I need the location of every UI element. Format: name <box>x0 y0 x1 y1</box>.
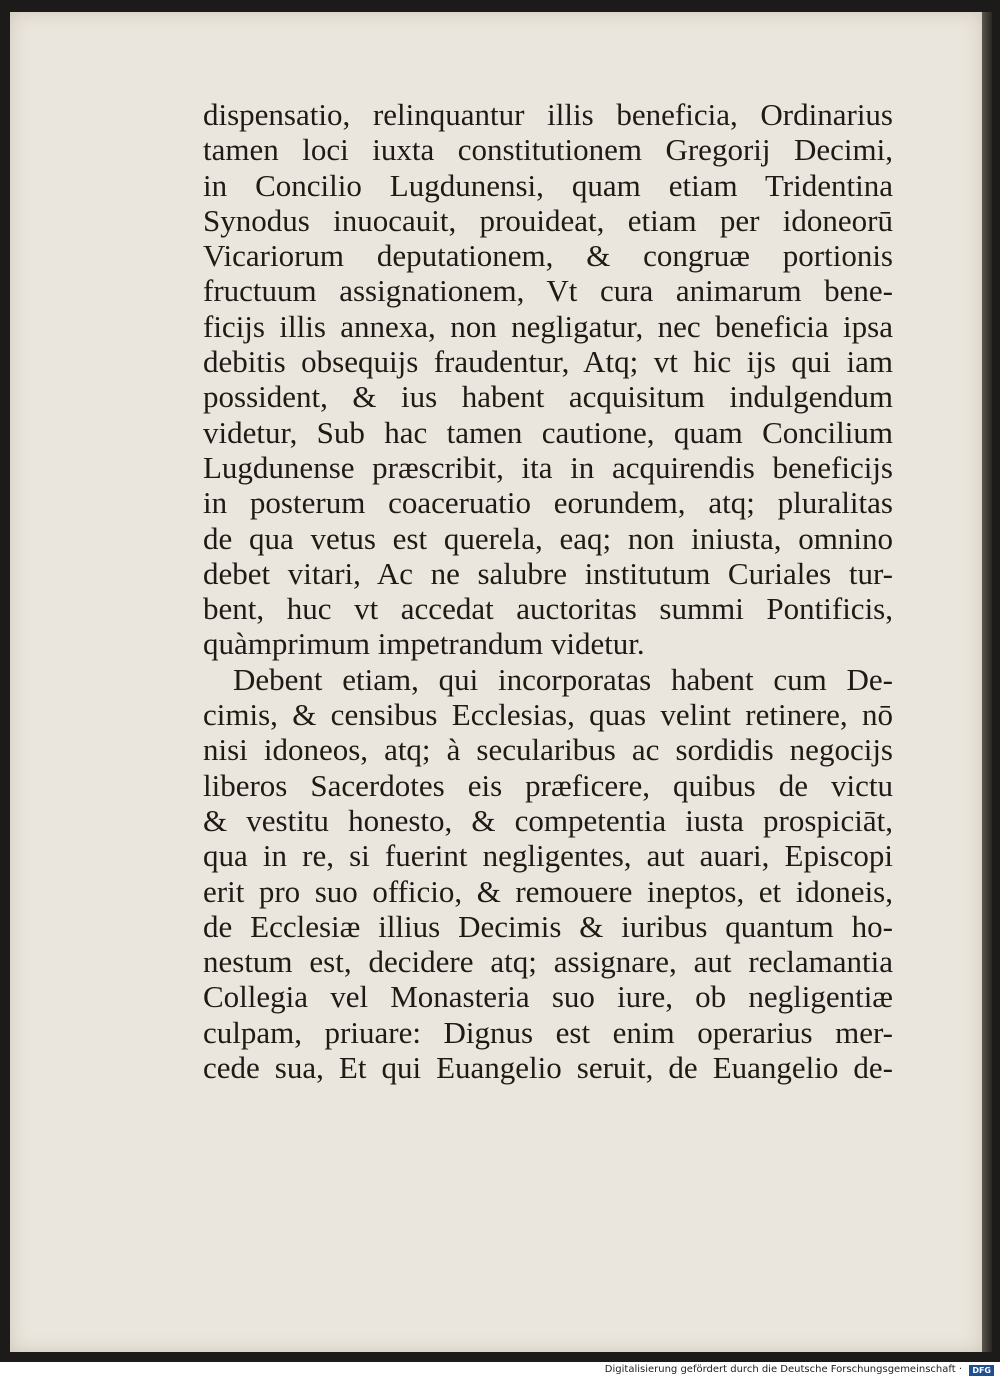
text-line: Vicariorum deputationem, & congruæ portionis <box>203 238 893 274</box>
text-block <box>203 97 893 1085</box>
text-line: cimis, & censibus Ecclesias, quas velint retinere, nō <box>203 697 893 733</box>
text-line: Lugdunense præscribit, ita in acquirendis beneficijs <box>203 449 893 485</box>
text-line: bent, huc vt accedat auctoritas summi Pontificis, <box>203 591 893 627</box>
paragraph-2 <box>203 662 893 1086</box>
text-line: nestum est, decidere atq; assignare, aut reclamantia <box>203 944 893 980</box>
paragraph-1 <box>203 97 893 662</box>
text-line: erit pro suo officio, & remouere ineptos, et idoneis, <box>203 873 893 909</box>
text-line: in posterum coaceruatio eorundem, atq; pluralitas <box>203 485 893 521</box>
text-line: liberos Sacerdotes eis præficere, quibus de victu <box>203 767 893 803</box>
text-line: & vestitu honesto, & competentia iusta prospiciāt, <box>203 802 893 838</box>
text-line: fructuum assignationem, Vt cura animarum bene- <box>203 273 893 309</box>
digitization-credit: Digitalisierung gefördert durch die Deutsche Forschungsgemeinschaft · <box>604 1364 962 1375</box>
text-line: dispensatio, relinquantur illis beneficia, Ordinarius <box>203 97 893 132</box>
text-line: videtur, Sub hac tamen cautione, quam Concilium <box>203 414 893 450</box>
text-line: tamen loci iuxta constitutionem Gregorij Decimi, <box>203 132 893 168</box>
text-line: qua in re, si fuerint negligentes, aut auari, Episcopi <box>203 838 893 874</box>
text-line: quàmprimum impetrandum videtur. <box>203 626 645 662</box>
footer-bar <box>0 1362 1000 1379</box>
text-line: cede sua, Et qui Euangelio seruit, de Euangelio de- <box>203 1050 893 1086</box>
text-line: in Concilio Lugdunensi, quam etiam Tridentina <box>203 167 893 203</box>
dfg-logo-icon: DFG <box>969 1365 994 1376</box>
text-line: possident, & ius habent acquisitum indulgendum <box>203 379 893 415</box>
text-line: Synodus inuocauit, prouideat, etiam per idoneorū <box>203 202 893 238</box>
text-line: ficijs illis annexa, non negligatur, nec beneficia ipsa <box>203 308 893 344</box>
text-line: Collegia vel Monasteria suo iure, ob negligentiæ <box>203 979 893 1015</box>
text-line: Debent etiam, qui incorporatas habent cum De- <box>233 661 893 697</box>
text-line: culpam, priuare: Dignus est enim operarius mer- <box>203 1014 893 1050</box>
text-line: de Ecclesiæ illius Decimis & iuribus quantum ho- <box>203 908 893 944</box>
text-line: nisi idoneos, atq; à secularibus ac sordidis negocijs <box>203 732 893 768</box>
text-line: de qua vetus est querela, eaq; non iniusta, omnino <box>203 520 893 556</box>
text-line: debitis obsequijs fraudentur, Atq; vt hic ijs qui iam <box>203 344 893 380</box>
text-line: debet vitari, Ac ne salubre institutum Curiales tur- <box>203 555 893 591</box>
page-edge <box>982 12 992 1352</box>
